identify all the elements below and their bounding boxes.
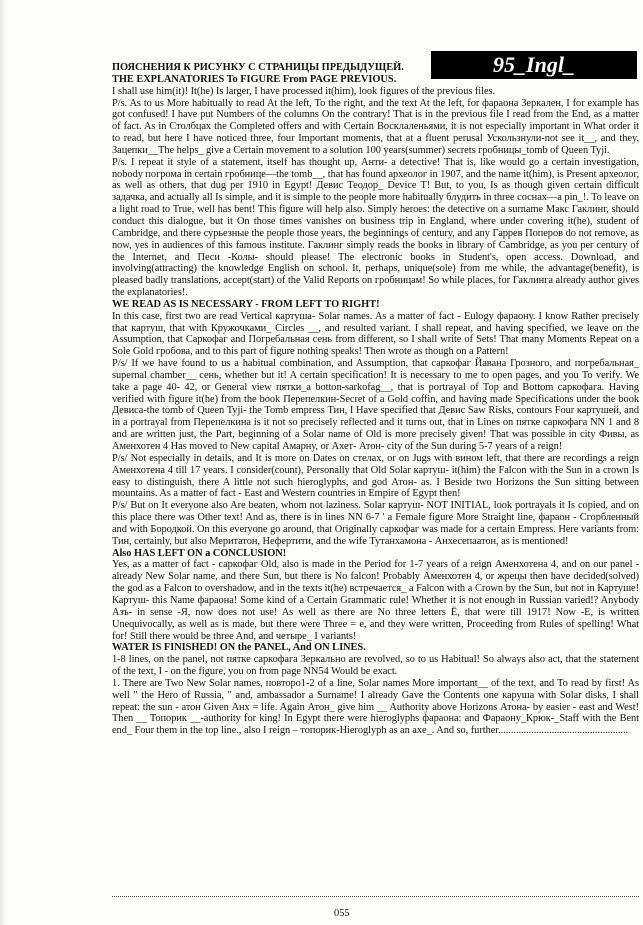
section-heading-conclusion: Also HAS LEFT ON a CONCLUSION! — [112, 547, 287, 559]
paragraph-9: 1-8 lines, on the panel, not пятке саркофага Зеркально are revolved, so to us Habitual! So always also act, that the statement of the text, I - on the figure, you on from page NN54 Would be exact. — [112, 654, 639, 678]
section-heading-water-finished: WATER IS FINISHED! ON the PANEL, And ON LINES. — [112, 642, 366, 654]
paragraph-6: P/s/ Not especially in details, and It is more on Dates on стелах, or on Jugs with вином left, that there are recordings a reign Аменхотена 4 till 17 years. I consider(count), Personally that Old Solar картуш- it(him) the Falcon with the Sun in a crown Is easy to distinguish, there A little not such hieroglyphs, and god Атон- as. I Beside two Horizons the Sun sitting between mountains. As a matter of fact - East and Western countries in Empire of Egypt then! — [112, 452, 639, 500]
page-stamp-label: 95_Ingl_ — [431, 51, 637, 79]
paragraph-10: 1. There are Two New Solar names, повторо1-2 of a line, Solar names More important__ of the text, and To read by first! As well " the Hero of Russia, " and, ambassador a Surname! I already Gave the Contents one каруша with Solar disks, I shall repeat: the sun - атон Given Анх = life. Again Атон_ give him __ Authority above Horizons Атона- by easier - east and West! Then __ Топорик __-authority for king! In Egypt there were hieroglyphs фараона: and Фараону_Крюк-_Staff with the Bent end_ Four them in the top line., also I reign – топорик-Hieroglyph as an axe_. And so, further................................................... — [112, 677, 639, 737]
paragraph-7: P/s/ But on It everyone also Are beaten, whom not laziness. Solar картуш- NOT INITIAL, look portrayals it Is copied, and on this place there was Other text! And as, there is in lines NN 6-7 ' a Female figure More Straight line, фараон - Сгорбленный and with Бородкой. On this everyone go around, that Originally саркофаг was made for a certain Empress. Here variants from: Тин, certainly, but also Меритатон, Нефертити, and the wife Тутанхамона - Анхесепаатон, as is mentioned! — [112, 500, 639, 547]
paragraph-4: In this case, first two are read Vertical картуша- Solar names. As a matter of fact - Eulogy фараону. I know Rather precisely that картуш, that with Кружочками_ Circles __, and resulted variant. I shall repeat, and having specified, we leave on the Assumption, that Саркофаг and Погребальная сень from different, so I shall write of Sets! That many Moments Repeat on a Sole Gold гробова, and to this part of figure nothing speaks! Then wrote as though on a Pattern! — [112, 310, 639, 358]
page-number-line — [112, 908, 639, 920]
scan-edge-shadow — [0, 0, 6, 925]
document-body — [112, 62, 639, 737]
dotted-leader-line — [112, 896, 639, 897]
paragraph-8: Yes, as a matter of fact - саркофаг Old, also is made in the Period for 1-7 years of a reign Аменхотена 4, and on our panel - already New Solar name, and there Sun, but there is No falcon! Probably Аменхотен 4, or жрецы then have decided(solved) the god as a Falcon to overshadow, and in the texts it(he) встречается_ a Falcon with a Crown by the Sun, but not in Картуше! Картуш- this Name фараона! Some kind of a Certain Grammatic rule! Whether it is not enough in Russian varied!? Anybody Азъ- in sense -Я, now does not use! As well as there are No three letters Ё, that were till 1917! Now -Е, is written Unequivocally, as well as is made, but there were Three = е, and they were written, Proceeding from Rules of spelling! What for! Still there would be three And, and четыре_ I variants! — [112, 559, 639, 642]
paragraph-3: P/s. I repeat it style of a statement, itself has thought up, Анти- a detective! That is, like would go a certain investigation, nobody погрома in certain гробнице—the tomb__, that has found археолог in 1907, and the name it(him), is Present археолог, as well as others, that dug per 1910 in Egypt! Девис Теодор_ Device T! But, to you, Is as though given certain difficult задачка, and actually all Is simple, and it is simple to the people more habitually блудить in three соснах—a pin_!. To leave on a light road to True, well has bent! This figure will help also. Simply heroes: the detective on a surname Макс Гаклинг, should conduct this dialogue, but it On those times vanishes on business trip in England, where under covering it(he), student of Cambridge, and there сурьезные the people those years, the beginnings of century, and any Гаррев Поперов do not remove, as now, yes in audiences of this famous institute. Гаклинг simply reads the books in library of Cambridge, as you per century of the Internet, and Песи -Колы- should please! The electronic books in Student's, open access. Download, and involving(attracting) the knowledge English on school. It, perhaps, unique(sole) from me while, the advantage(benefit), is pleased badly translations, accept(start) of the Valid Reports on гробницам! So while places, for Гаклинга already author gives the explanatories!. — [112, 156, 640, 299]
paragraph-2: P/s. As to us More habitually to read At the left, To the right, and the text At the left, for фараона Зеркален, I for example has got confused! I have put Numbers of the columns On the contrary! That is in the previous file I read from the End, as a matter of fact. As in Столбцах the Completed offers and with Certain Восклаленьями, it is not especially important in What order it to read, but here I have noticed three, four Important moments, that at a fluent perusal Ускользнули-not see it__, and they, Зацепки__The helps_ give a Certain movement to a solution 100 years(summer) secrets гробницы_tomb of Queen Tyji. — [112, 97, 639, 156]
page-number: 055 — [334, 908, 350, 919]
section-heading-read-left-to-right: WE READ AS IS NECESSARY - FROM LEFT TO RIGHT! — [112, 298, 380, 310]
paragraph-5: P/s/ If we have found to us a habitual combination, and Assumption, that саркофаг Йавана Грозного, and погребальная_ supernal chamber__ сень, whether but it! A certain specification! It is necessary to me to open pages, and you To verify. We take a page 40- 42, or General view пятки_a botton-sarkofag__, that is portrayal of Top and Bottom саркофага. Having verified with figure it(he) from the book Перепелкин-Secret of a Gold coffin, and having made Specifications under the book Девиса-the tomb of Queen Tyji- the Tomb empress Тин, I Have specified that Девис Saw Risks, contours Four картушей, and in a portrayal from Перепелкина is it not so precisely reflected and it turns out, that in Lines on пятке саркофага NN 1 and 8 and are written just, the Part, beginning of a Solar name of Old is more precisely given! That was possible in city Фивы, as Аменхотен 4 Has moved to New capital Амарну, or Ахет- Атон- city of the Sun during 5-7 years of a reign! — [112, 358, 639, 452]
heading-russian: ПОЯСНЕНИЯ К РИСУНКУ С СТРАНИЦЫ ПРЕДЫДУЩЕЙ. — [112, 62, 404, 73]
heading-english: THE EXPLANATORIES To FIGURE From PAGE PREVIOUS. — [112, 73, 397, 85]
paragraph-1: I shall use him(it)! It(he) Is larger, I have processed it(him), look figures of the previous files. — [112, 85, 496, 97]
